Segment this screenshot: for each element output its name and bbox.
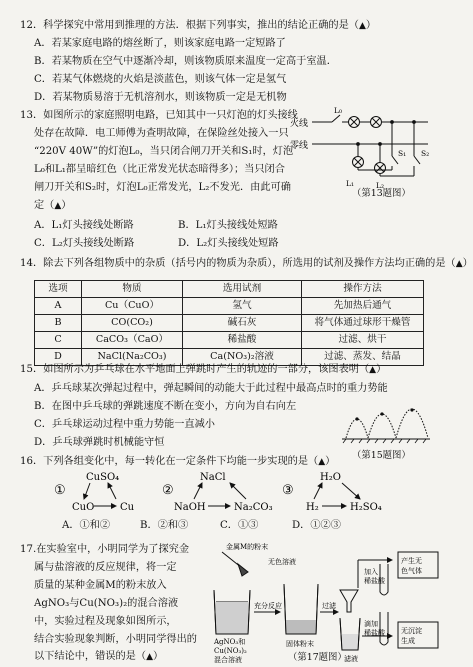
table-header: 物质 — [82, 281, 183, 298]
table-header-row — [35, 281, 424, 298]
q14-table — [34, 280, 424, 366]
lamp-l0-label: L₀ — [334, 106, 342, 115]
q13-option-c: C．L₂灯头接线处断路 — [34, 238, 135, 249]
svg-text:CuSO₄: CuSO₄ — [86, 472, 120, 483]
svg-text:Cu: Cu — [120, 502, 135, 513]
colorless-solution-label: 无色溶液 — [268, 558, 296, 566]
q13-line-4: L₀和L₁都呈暗红色（比正常发光状态暗得多）；当只闭合 — [34, 164, 285, 175]
table-row — [35, 349, 424, 366]
q15-figure-caption: （第15题图） — [352, 450, 411, 461]
q16-group-1 — [54, 472, 135, 513]
svg-text:H₂O: H₂O — [320, 472, 341, 483]
q17-line-7: 以下结论中，错误的是（▲） — [34, 651, 164, 662]
q12-option-b: B．若某物质在空气中逐渐冷却，则该物质原来温度一定高于室温． — [34, 56, 337, 67]
filter-label: 过滤 — [322, 602, 336, 610]
table-cell: C — [35, 332, 82, 349]
table-cell: 氢气 — [183, 298, 302, 315]
q13-line-5: 闸刀开关和S₂时，灯泡L₀正常发光，L₂不发光．由此可确 — [34, 182, 291, 193]
q16-group-3 — [282, 472, 382, 513]
q16-option-c: C．①③ — [220, 520, 259, 531]
q16-conversion-figure — [50, 468, 400, 516]
q13-line-3: “220V 40W”的灯泡L₀，当只闭合闸刀开关和S₁时，灯泡 — [34, 146, 294, 157]
table-cell: 过滤、蒸发、结晶 — [302, 349, 424, 366]
add-hcl-label-1: 滴加 — [364, 620, 378, 628]
q12-option-a: A．若某家庭电路的熔丝断了，则该家庭电路一定短路了 — [34, 38, 286, 49]
switch-s2-label: S₂ — [421, 149, 430, 158]
q13-line-1: 13．如图所示的家庭照明电路，已知其中一只灯泡的灯头接线 — [20, 110, 298, 121]
q12-option-c: C．若某气体燃烧的火焰是淡蓝色，则该气体一定是氢气 — [34, 74, 287, 85]
q16-option-d: D．①②③ — [292, 520, 341, 531]
table-cell: 过滤、烘干 — [302, 332, 424, 349]
q13-line-6: 定（▲） — [34, 200, 72, 211]
mixed-solution-2: Cu(NO₃)₂ — [214, 647, 247, 655]
q13-option-d: D．L₂灯头接线处短路 — [178, 238, 279, 249]
table-cell: A — [35, 298, 82, 315]
switch-s1-label: S₁ — [398, 149, 407, 158]
lamp-l1-label: L₁ — [346, 179, 354, 188]
table-cell: B — [35, 315, 82, 332]
gas-result-1: 产生无 — [401, 557, 422, 565]
q17-line-6: 结合实验现象判断，小明同学得出的 — [34, 634, 197, 645]
svg-text:③: ③ — [282, 483, 294, 498]
mixed-solution-1: AgNO₃和 — [214, 638, 246, 646]
svg-text:NaOH: NaOH — [174, 502, 206, 513]
q14-stem: 14．除去下列各组物质中的杂质（括号内的物质为杂质），所选用的试剂及操作方法均正确的是（▲） — [20, 258, 473, 269]
q17-experiment-figure — [208, 540, 444, 664]
q15-option-d: D．乒乓球弹跳时机械能守恒 — [34, 437, 165, 448]
svg-text:②: ② — [162, 483, 174, 498]
svg-text:CuO: CuO — [72, 502, 95, 513]
table-header: 操作方法 — [302, 281, 424, 298]
react-label: 充分反应 — [254, 602, 282, 610]
add-acid-label-2: 稀盐酸 — [364, 577, 385, 585]
q16-option-b: B．②和③ — [140, 520, 189, 531]
q16-stem: 16．下列各组变化中，每一转化在一定条件下均能一步实现的是（▲） — [20, 456, 336, 467]
lamp-l2-label: L₂ — [376, 181, 384, 190]
solid-powder-label: 固体粉末 — [286, 640, 314, 648]
q13-line-2: 处存在故障．电工师傅为查明故障，在保险丝处接入一只 — [34, 128, 289, 139]
table-cell: Cu（CuO） — [82, 298, 183, 315]
q13-figure-caption: （第13题图） — [352, 188, 411, 199]
q15-option-c: C．乒乓球运动过程中重力势能一直减小 — [34, 419, 215, 430]
q15-option-a: A．乒乓球某次弹起过程中，弹起瞬间的动能大于此过程中最高点时的重力势能 — [34, 383, 388, 394]
svg-text:NaCl: NaCl — [200, 472, 226, 483]
live-wire-label: 火线 — [290, 119, 309, 129]
q17-line-2: 属与盐溶液的反应规律，将一定 — [34, 562, 177, 573]
q15-option-b: B．在图中乒乓球的弹跳速度不断在变小，方向为自右向左 — [34, 401, 297, 412]
q17-line-4: AgNO₃与Cu(NO₃)₂的混合溶液 — [34, 598, 179, 609]
table-row — [35, 315, 424, 332]
table-cell: 碱石灰 — [183, 315, 302, 332]
q15-bounce-figure — [340, 394, 430, 444]
filtrate-label: 滤液 — [344, 655, 358, 663]
table-cell: NaCl(Na₂CO₃) — [82, 349, 183, 366]
q17-figure-caption: （第17题图） — [288, 652, 347, 663]
mixed-solution-3: 混合溶液 — [214, 656, 242, 664]
q12-stem: 12．科学探究中常用到推理的方法．根据下列事实，推出的结论正确的是（▲） — [20, 20, 377, 31]
powder-label: 金属M的粉末 — [226, 543, 269, 551]
gas-result-2: 色气体 — [401, 567, 422, 575]
table-header: 选项 — [35, 281, 82, 298]
add-hcl-label-2: 稀盐酸 — [364, 629, 385, 637]
table-row — [35, 298, 424, 315]
q16-group-2 — [162, 472, 273, 513]
svg-text:H₂SO₄: H₂SO₄ — [350, 502, 382, 513]
svg-text:H₂: H₂ — [306, 502, 319, 513]
q12-option-d: D．若某物质易溶于无机溶剂水，则该物质一定是无机物 — [34, 92, 287, 103]
q17-line-1: 17.在实验室中，小明同学为了探究金 — [20, 544, 190, 555]
table-header: 选用试剂 — [183, 281, 302, 298]
q15-stem: 15．如图所示为乒乓球在水平地面上弹跳时产生的轨迹的一部分，该图表明（▲） — [20, 364, 387, 375]
table-cell: 稀盐酸 — [183, 332, 302, 349]
ppt-result-1: 无沉淀 — [401, 627, 422, 635]
q13-option-b: B．L₁灯头接线处短路 — [178, 220, 278, 231]
q16-option-a: A．①和② — [62, 520, 111, 531]
table-cell: CaCO₃（CaO） — [82, 332, 183, 349]
svg-text:①: ① — [54, 483, 66, 498]
svg-text:Na₂CO₃: Na₂CO₃ — [234, 502, 273, 513]
q17-line-3: 质量的某种金属M的粉末放入 — [34, 580, 167, 591]
table-cell: D — [35, 349, 82, 366]
table-row — [35, 332, 424, 349]
neutral-wire-label: 零线 — [290, 141, 309, 151]
table-cell: 将气体通过球形干燥管 — [302, 315, 424, 332]
table-cell: Ca(NO₃)₂溶液 — [183, 349, 302, 366]
ppt-result-2: 生成 — [401, 637, 415, 645]
table-cell: CO(CO₂) — [82, 315, 183, 332]
q17-line-5: 中，实验过程及现象如图所示， — [34, 616, 177, 627]
q13-option-a: A．L₁灯头接线处断路 — [34, 220, 134, 231]
table-cell: 先加热后通气 — [302, 298, 424, 315]
add-acid-label-1: 加入 — [364, 568, 378, 576]
